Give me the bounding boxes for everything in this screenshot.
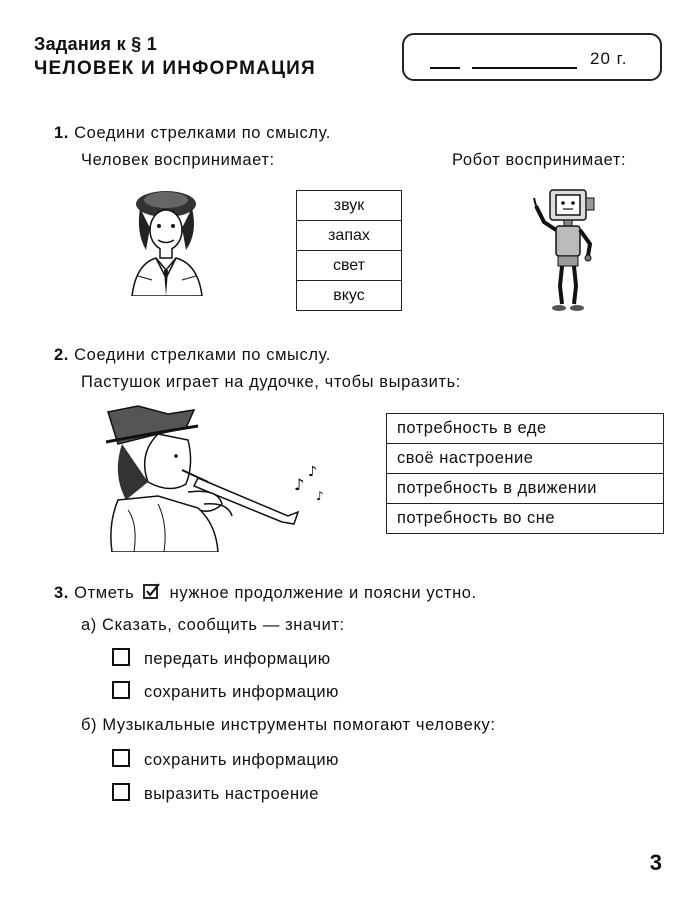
checkbox[interactable] <box>112 648 130 666</box>
senses-table <box>296 190 402 311</box>
date-blank-month[interactable] <box>472 67 577 69</box>
checked-box-icon <box>143 583 160 600</box>
option-label: сохранить информацию <box>144 683 339 701</box>
task1-robot-label: Робот воспринимает: <box>452 151 627 169</box>
date-box <box>402 33 662 81</box>
task2-instruction: Соедини стрелками по смыслу. <box>74 346 331 364</box>
page-title: ЧЕЛОВЕК И ИНФОРМАЦИЯ <box>34 58 316 79</box>
task2-instruction-row <box>54 346 331 365</box>
task3-number: 3. <box>54 584 69 602</box>
robot-illustration <box>526 186 606 316</box>
task3-instruction-after: нужное продолжение и поясни устно. <box>169 584 477 602</box>
woman-illustration <box>128 188 206 296</box>
task1-human-label: Человек воспринимает: <box>81 151 275 169</box>
task2-subtitle: Пастушок играет на дудочке, чтобы выразить: <box>81 373 461 391</box>
needs-table <box>386 413 664 534</box>
task1-instruction-row <box>54 124 331 143</box>
task3-instruction-row <box>54 583 477 603</box>
need-cell: потребность в движении <box>387 474 664 504</box>
checkbox[interactable] <box>112 681 130 699</box>
need-cell: потребность во сне <box>387 504 664 534</box>
date-blank-day[interactable] <box>430 67 460 69</box>
task3-part-a-label: а) Сказать, сообщить — значит: <box>81 616 345 634</box>
date-year-suffix: 20 г. <box>590 49 628 68</box>
page-number: 3 <box>649 850 662 875</box>
checkbox[interactable] <box>112 749 130 767</box>
option-label: сохранить информацию <box>144 751 339 769</box>
svg-text:♪: ♪ <box>308 464 317 480</box>
part-b-option-express[interactable] <box>112 783 319 804</box>
task3-part-b-label: б) Музыкальные инструменты помогают человеку: <box>81 716 496 734</box>
part-b-option-store[interactable] <box>112 749 339 770</box>
section-heading: Задания к § 1 <box>34 34 158 54</box>
svg-text:♪: ♪ <box>294 475 305 494</box>
option-label: выразить настроение <box>144 785 319 803</box>
task3-instruction-before: Отметь <box>74 584 135 602</box>
word-cell: вкус <box>297 281 402 311</box>
part-a-option-store[interactable] <box>112 681 339 702</box>
word-cell: звук <box>297 191 402 221</box>
need-cell: потребность в еде <box>387 414 664 444</box>
task1-number: 1. <box>54 124 69 142</box>
option-label: передать информацию <box>144 650 331 668</box>
svg-text:♪: ♪ <box>316 489 324 503</box>
task1-instruction: Соедини стрелками по смыслу. <box>74 124 331 142</box>
checkbox[interactable] <box>112 783 130 801</box>
word-cell: свет <box>297 251 402 281</box>
need-cell: своё настроение <box>387 444 664 474</box>
word-cell: запах <box>297 221 402 251</box>
task2-number: 2. <box>54 346 69 364</box>
shepherd-boy-illustration <box>98 404 330 552</box>
part-a-option-transmit[interactable] <box>112 648 331 669</box>
